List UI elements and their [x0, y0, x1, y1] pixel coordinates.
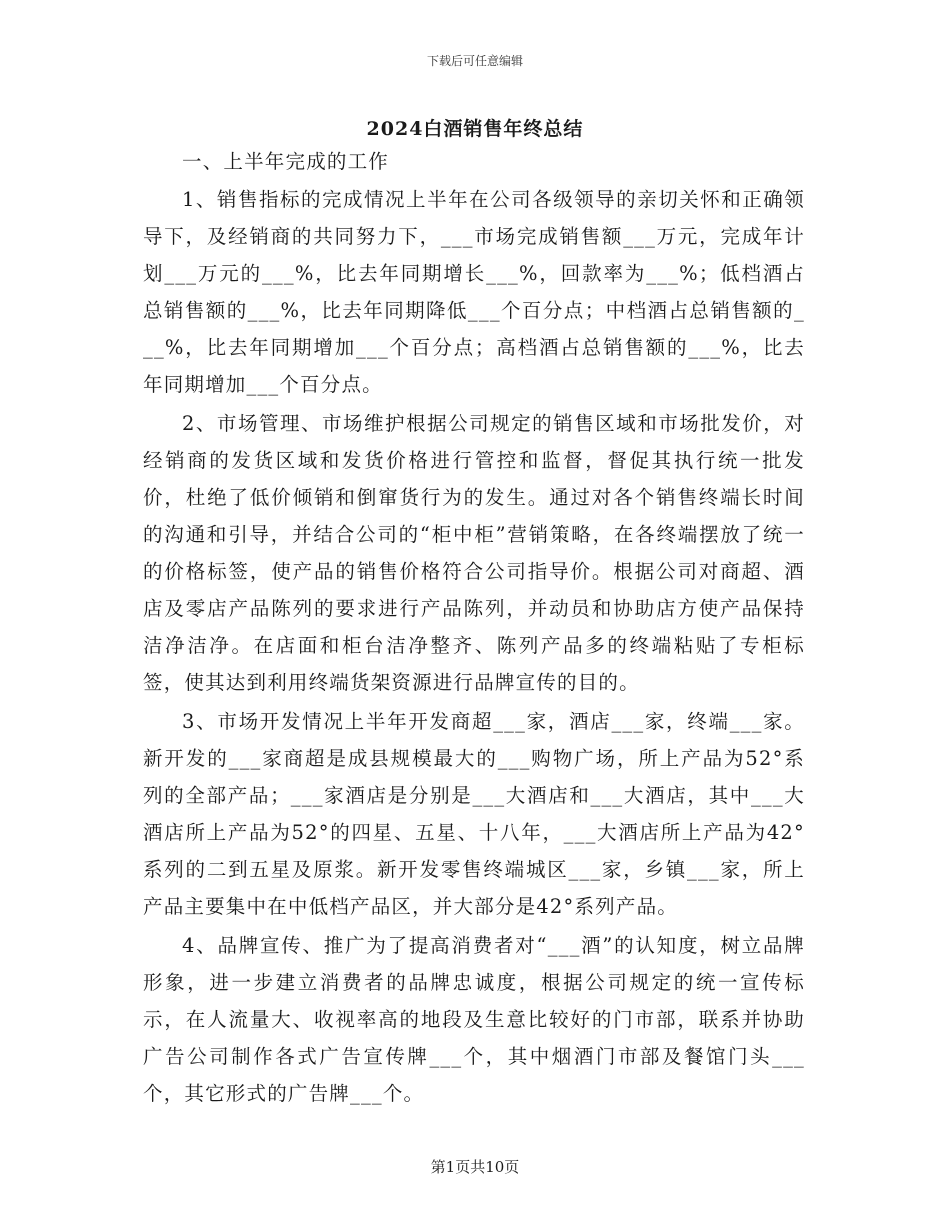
page-number-footer: 第1页共10页 [430, 1158, 520, 1176]
paragraph-brand-promotion: 4、品牌宣传、推广为了提高消费者对“___酒”的认知度，树立品牌形象，进一步建立消费者的品牌忠诚度，根据公司规定的统一宣传标示，在人流量大、收视率高的地段及生意比较好的门市部，联系并协助广告公司制作各式广告宣传牌___个，其中烟酒门市部及餐馆门头___个，其它形式的广告牌___个。 [143, 934, 805, 1105]
paragraph-sales-targets: 1、销售指标的完成情况上半年在公司各级领导的亲切关怀和正确领导下，及经销商的共同努力下，___市场完成销售额___万元，完成年计划___万元的___%，比去年同期增长___%，回款率为___%；低档酒占总销售额的___%，比去年同期降低___个百分点；中档酒占总销售额的___%，比去年同期增加___个百分点；高档酒占总销售额的___%，比去年同期增加___个百分点。 [143, 188, 805, 396]
header-note: 下载后可任意编辑 [426, 54, 523, 68]
document-body [143, 142, 805, 1114]
section-heading: 一、上半年完成的工作 [182, 150, 390, 173]
document-title: 2024白酒销售年终总结 [366, 118, 584, 140]
paragraph-market-management: 2、市场管理、市场维护根据公司规定的销售区域和市场批发价，对经销商的发货区域和发货价格进行管控和监督，督促其执行统一批发价，杜绝了低价倾销和倒窜货行为的发生。通过对各个销售终端长时间的沟通和引导，并结合公司的“柜中柜”营销策略，在各终端摆放了统一的价格标签，使产品的销售价格符合公司指导价。根据公司对商超、酒店及零店产品陈列的要求进行产品陈列，并动员和协助店方使产品保持洁净洁净。在店面和柜台洁净整齐、陈列产品多的终端粘贴了专柜标签，使其达到利用终端货架资源进行品牌宣传的目的。 [143, 412, 805, 694]
paragraph-market-development: 3、市场开发情况上半年开发商超___家，酒店___家，终端___家。新开发的___家商超是成县规模最大的___购物广场，所上产品为52°系列的全部产品；___家酒店是分别是___大酒店和___大酒店，其中___大酒店所上产品为52°的四星、五星、十八年，___大酒店所上产品为42°系列的二到五星及原浆。新开发零售终端城区___家，乡镇___家，所上产品主要集中在中低档产品区，并大部分是42°系列产品。 [143, 710, 805, 918]
